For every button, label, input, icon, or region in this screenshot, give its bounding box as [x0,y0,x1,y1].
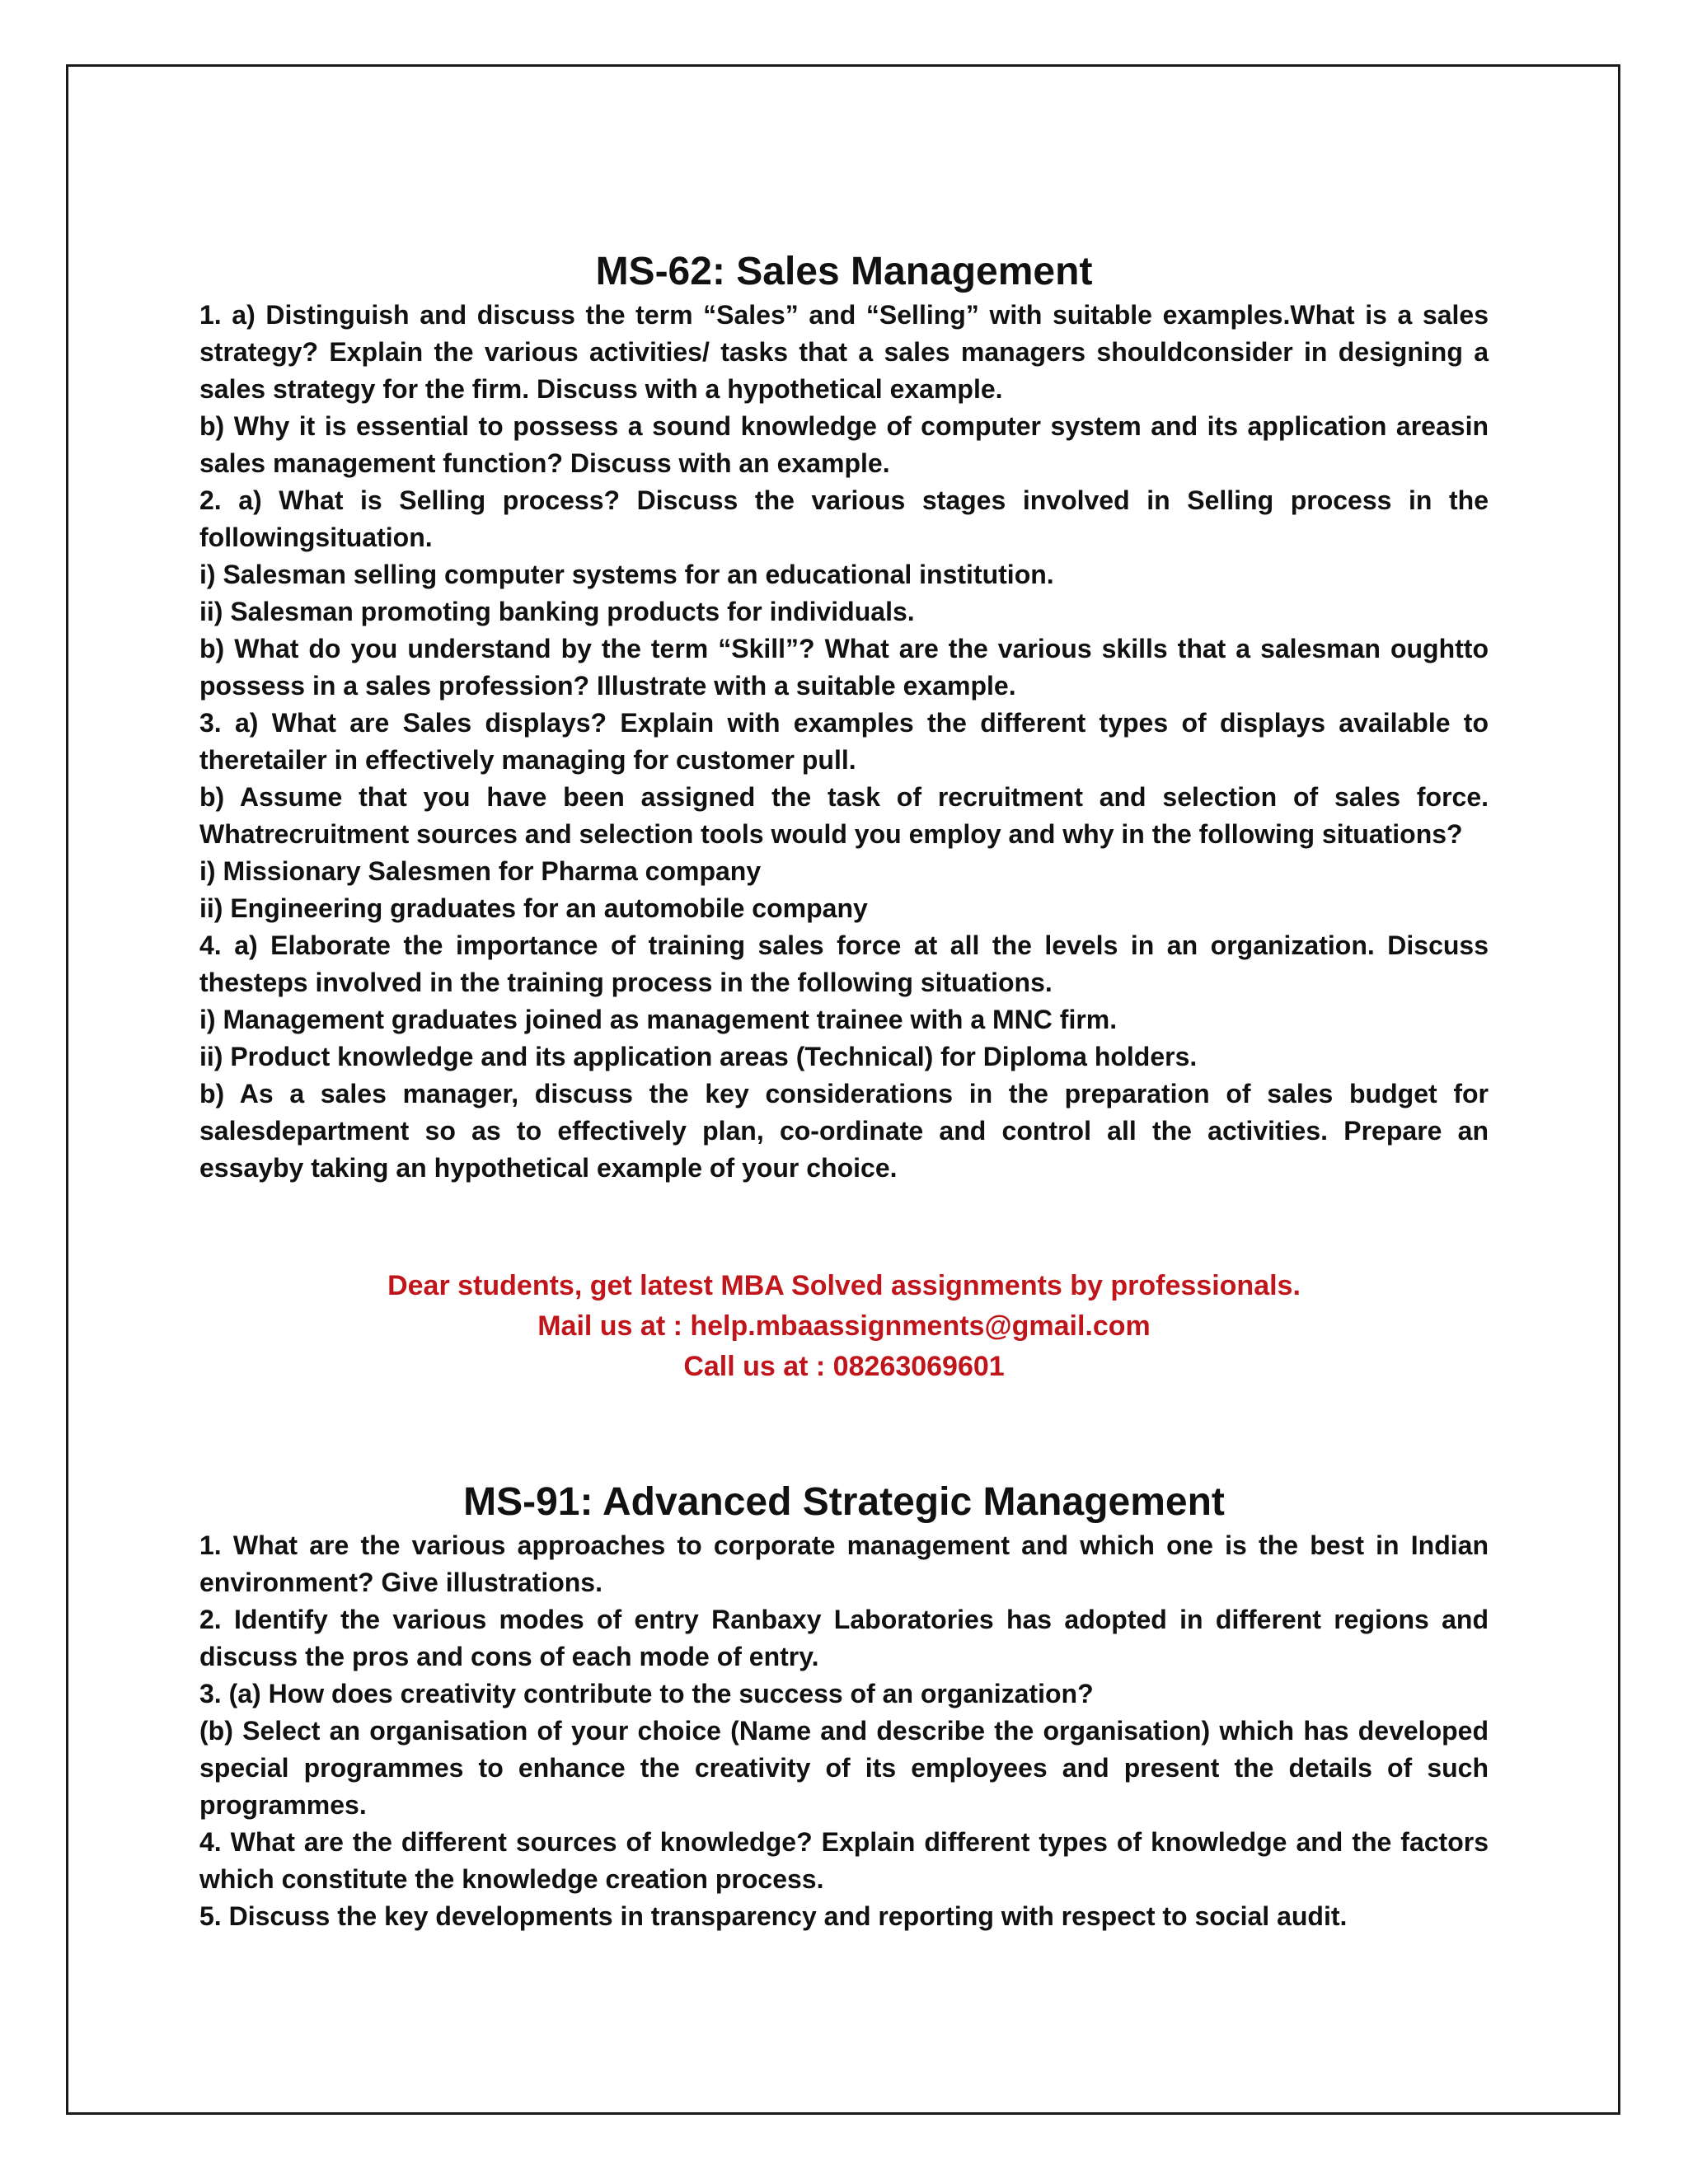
document-body [199,247,1489,1935]
question-paragraph: b) What do you understand by the term “Skill”? What are the various skills that a salesman oughtto possess in a sales profession? Illustrate with a suitable example. [199,634,1489,701]
promo-email: Mail us at : help.mbaassignments@gmail.com [537,1310,1151,1342]
section-title: MS-62: Sales Management [595,250,1093,293]
question-paragraph: (b) Select an organisation of your choice (Name and describe the organisation) which has developed special programmes to enhance the creativity of its employees and present the details of such programmes. [199,1716,1489,1820]
promo-headline: Dear students, get latest MBA Solved assignments by professionals. [387,1270,1301,1301]
question-paragraph: 5. Discuss the key developments in transparency and reporting with respect to social audit. [199,1901,1348,1931]
question-paragraph: i) Missionary Salesmen for Pharma company [199,856,762,886]
question-paragraph: ii) Salesman promoting banking products for individuals. [199,597,915,626]
question-paragraph: 4. a) Elaborate the importance of training sales force at all the levels in an organization. Discuss thesteps involved in the training process in the following situations. [199,930,1489,997]
question-paragraph: 1. What are the various approaches to corporate management and which one is the best in Indian environment? Give illustrations. [199,1530,1489,1597]
question-paragraph: 2. Identify the various modes of entry Ranbaxy Laboratories has adopted in different regions and discuss the pros and cons of each mode of entry. [199,1605,1489,1671]
question-paragraph: b) Why it is essential to possess a sound knowledge of computer system and its application areasin sales management function? Discuss with an example. [199,411,1489,478]
question-paragraph: b) Assume that you have been assigned the task of recruitment and selection of sales force. Whatrecruitment sources and selection tools would you employ and why in the following situations? [199,782,1489,849]
question-paragraph: 3. (a) How does creativity contribute to the success of an organization? [199,1679,1094,1708]
section-ms91 [199,1478,1489,1935]
question-paragraph: i) Salesman selling computer systems for an educational institution. [199,560,1054,589]
section-ms62 [199,247,1489,1187]
question-paragraph: 2. a) What is Selling process? Discuss the various stages involved in Selling process in the followingsituation. [199,485,1489,552]
question-paragraph: b) As a sales manager, discuss the key considerations in the preparation of sales budget for salesdepartment so as to effectively plan, co-ordinate and control all the activities. Prepare an essayby taking an hypothetical example of your choice. [199,1079,1489,1183]
question-paragraph: i) Management graduates joined as management trainee with a MNC firm. [199,1005,1118,1034]
section-title: MS-91: Advanced Strategic Management [463,1480,1225,1524]
question-paragraph: ii) Product knowledge and its application areas (Technical) for Diploma holders. [199,1042,1198,1071]
question-paragraph: ii) Engineering graduates for an automobile company [199,893,868,923]
question-paragraph: 1. a) Distinguish and discuss the term “Sales” and “Selling” with suitable examples.What is a sales strategy? Explain the various activities/ tasks that a sales managers shouldconsider in designing a sales strategy for the firm. Discuss with a hypothetical example. [199,300,1489,404]
question-paragraph: 3. a) What are Sales displays? Explain with examples the different types of displays available to theretailer in effectively managing for customer pull. [199,708,1489,775]
promo-phone: Call us at : 08263069601 [683,1351,1005,1382]
promo-block [199,1266,1489,1387]
question-paragraph: 4. What are the different sources of knowledge? Explain different types of knowledge and the factors which constitute the knowledge creation process. [199,1827,1489,1894]
